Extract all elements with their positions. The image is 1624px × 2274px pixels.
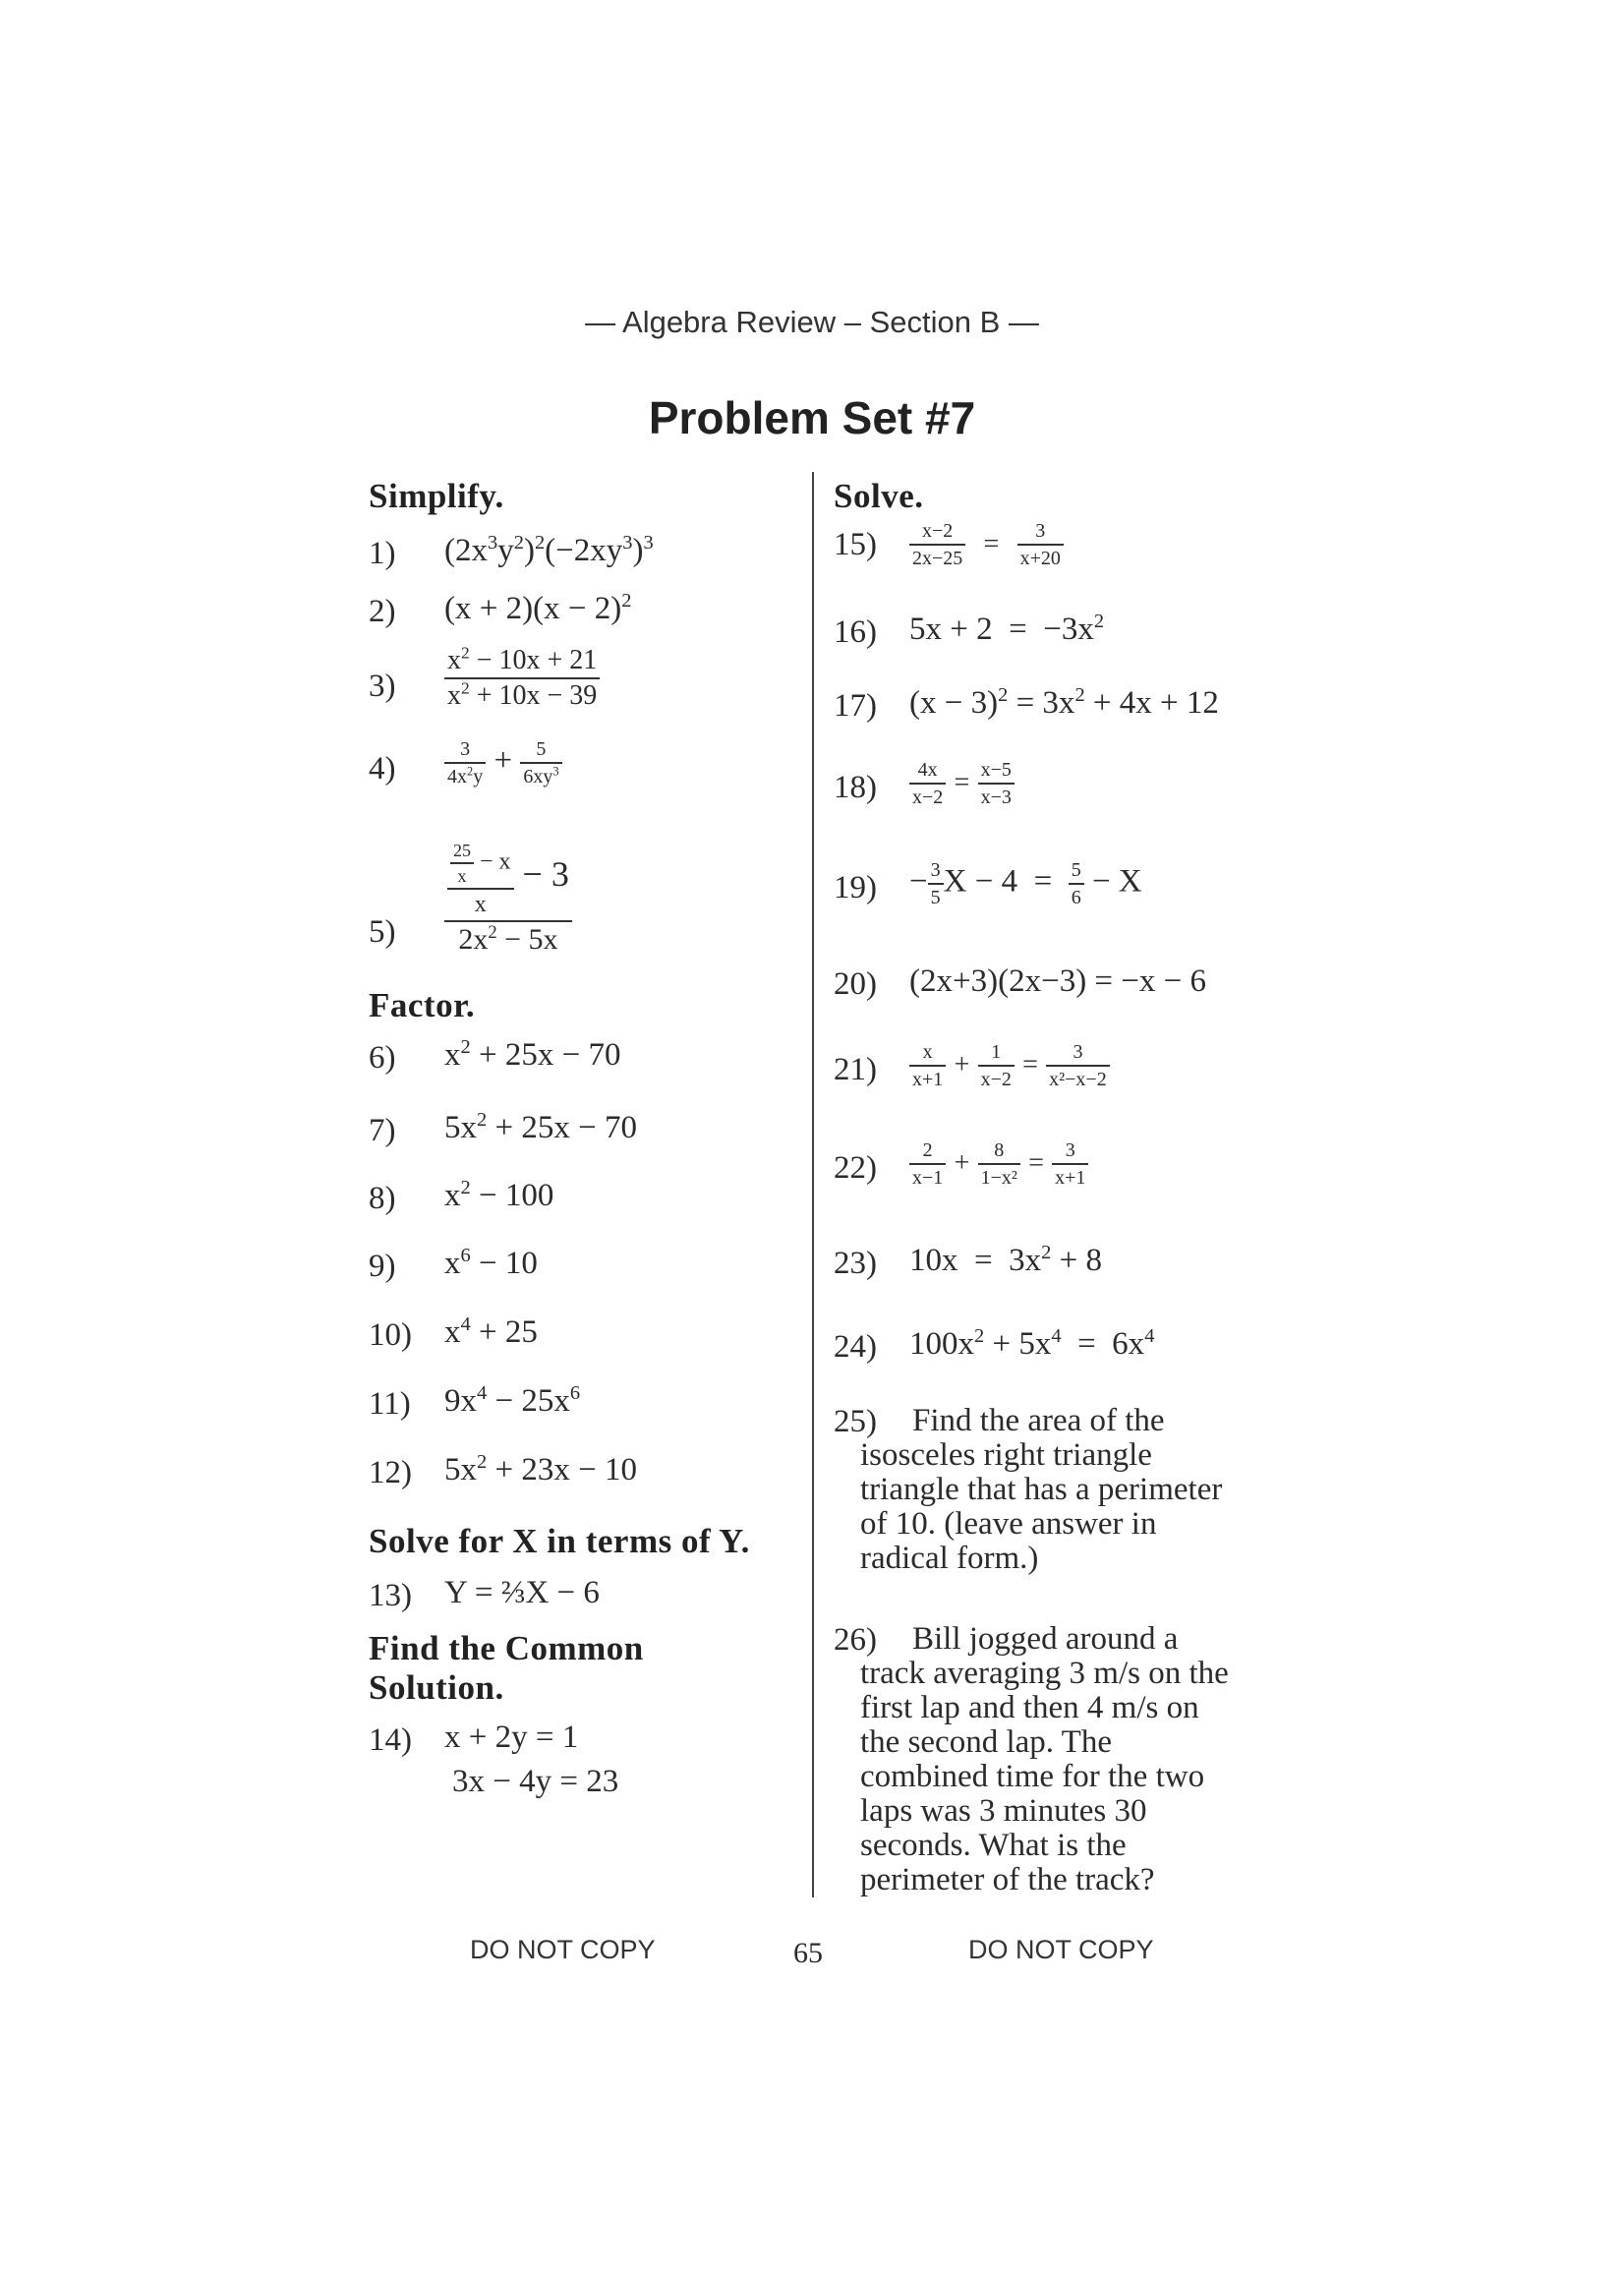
problem-16: $5x + 2 = -3x^2$ (909, 611, 1105, 647)
problem-number: 15) (834, 527, 877, 562)
section-header: — Algebra Review – Section B — (585, 305, 1039, 339)
problem-22: $\frac{2}{x-1}$ + $\frac{8}{\text{1−x²}}$ = $\frac{3}{x+1}$ (909, 1140, 1088, 1188)
problem-13: Y = ⅔X − 6 (444, 1575, 600, 1610)
problem-number: 14) (369, 1722, 412, 1758)
problem-number: 24) (834, 1329, 877, 1365)
problem-7: $5x^2 + 25x - 70$ (444, 1109, 637, 1145)
problem-number: 6) (369, 1040, 396, 1076)
problem-9: $x^6 - 10$ (444, 1245, 538, 1281)
problem-number: 8) (369, 1181, 396, 1216)
heading-solve-x-in-terms-of-y: Solve for X in terms of Y. (369, 1522, 750, 1560)
problem-14-line-2: 3x − 4y = 23 (452, 1764, 619, 1799)
problem-number: 2) (369, 594, 396, 629)
problem-number: 1) (369, 536, 396, 571)
problem-number: 12) (369, 1455, 412, 1490)
problem-number: 22) (834, 1150, 877, 1186)
problem-number: 16) (834, 614, 877, 650)
problem-23: $10x = 3x^2 + 8$ (909, 1242, 1102, 1278)
footer-right: DO NOT COPY (968, 1935, 1154, 1964)
page-number: 65 (793, 1937, 823, 1969)
problem-number: 10) (369, 1317, 412, 1353)
problem-number: 19) (834, 870, 877, 905)
problem-14-line-1: x + 2y = 1 (444, 1720, 579, 1755)
problem-17: $(x - 3)^2 = 3x^2 + 4x + 12$ (909, 684, 1219, 721)
heading-simplify: Simplify. (369, 477, 504, 515)
problem-8: $x^2 - 100$ (444, 1177, 554, 1213)
problem-4: $\frac{3}{4x^2y}$ + $\frac{5}{6xy^3}$ (444, 739, 562, 787)
problem-number: 21) (834, 1052, 877, 1087)
problem-number: 18) (834, 770, 877, 805)
problem-15: $\frac{x-2}{2x-25}$ = $\frac{3}{x+20}$ (909, 521, 1064, 568)
column-divider (812, 472, 814, 1897)
problem-number: 9) (369, 1249, 396, 1284)
problem-number: 3) (369, 669, 396, 704)
problem-number: 17) (834, 688, 877, 724)
problem-19: − $\frac{3}{5}$ X − 4 = $\frac{5}{6}$ − X (909, 859, 1142, 908)
problem-number: 5) (369, 914, 396, 950)
problem-10: $x^4 + 25$ (444, 1313, 538, 1350)
problem-3: $\frac{x^2 - 10x + 21}{x^2 + 10x - 39}$ (444, 647, 600, 710)
problem-number: 23) (834, 1246, 877, 1281)
problem-24: $100x^2 + 5x^4 = 6x^4$ (909, 1325, 1155, 1362)
problem-number: 25) (834, 1404, 877, 1439)
problem-number: 26) (834, 1622, 877, 1658)
heading-find-common: Find the Common (369, 1629, 644, 1667)
problem-number: 20) (834, 966, 877, 1002)
problem-number: 13) (369, 1578, 412, 1613)
heading-solution: Solution. (369, 1668, 504, 1707)
problem-6: $x^2 + 25x - 70$ (444, 1036, 621, 1073)
problem-21: $\frac{x}{x+1}$ + $\frac{1}{x-2}$ = $\frac{3}{\text{x²−x−2}}$ (909, 1042, 1110, 1089)
heading-factor: Factor. (369, 986, 476, 1024)
problem-11: $9x^4 - 25x^6$ (444, 1382, 581, 1419)
problem-25: Find the area of the isosceles right triangle triangle that has a perimeter of 10. (leave answer in radical form.) (860, 1403, 1223, 1576)
footer-left: DO NOT COPY (470, 1935, 656, 1964)
page-title: Problem Set #7 (648, 392, 976, 443)
problem-1: $(2x^3y^2)^2(-2xy^3)^3$ (444, 532, 654, 568)
problem-5: $\frac{25}{x}$ − x x − 3 $2x^2 - 5x$ (444, 842, 572, 955)
problem-2: $(x + 2)(x - 2)^2$ (444, 590, 632, 626)
problem-20: (2x+3)(2x−3) = −x − 6 (909, 963, 1207, 999)
problem-26: Bill jogged around a track averaging 3 m/s on the first lap and then 4 m/s on the second lap. The combined time for the two laps was 3 minutes 30 seconds. What is the perimeter of the track? (860, 1621, 1229, 1897)
problem-12: $5x^2 + 23x - 10$ (444, 1451, 637, 1487)
problem-18: $\frac{4x}{x-2}$ = $\frac{x-5}{x-3}$ (909, 760, 1015, 807)
problem-number: 4) (369, 751, 396, 787)
problem-number: 11) (369, 1386, 411, 1422)
heading-solve: Solve. (834, 477, 924, 515)
problem-number: 7) (369, 1113, 396, 1148)
